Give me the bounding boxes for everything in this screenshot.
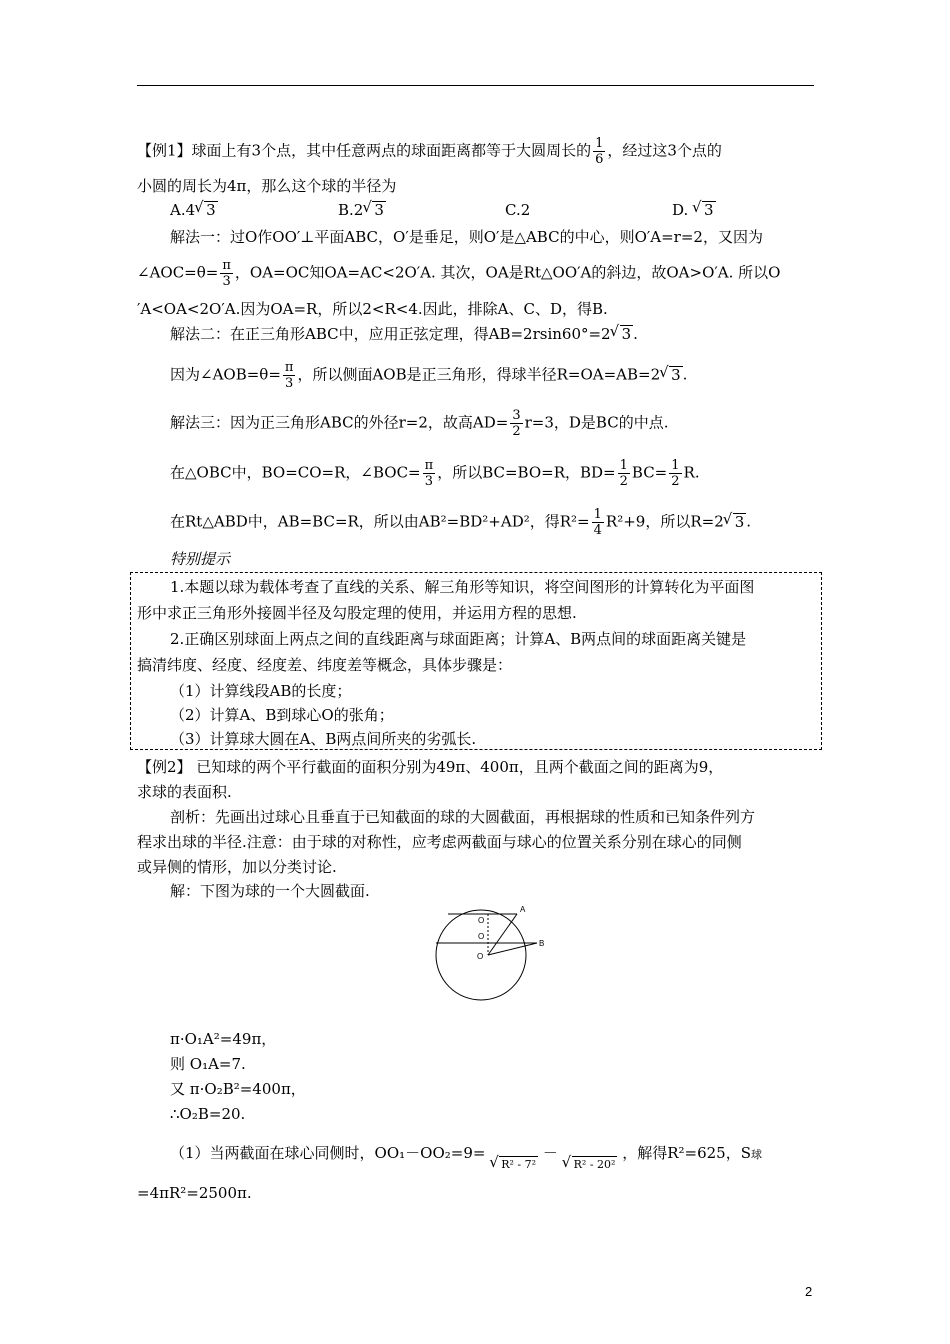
label-o: O (477, 952, 484, 961)
tip-step2: （2）计算A、B到球心O的张角； (170, 706, 394, 724)
analysis-line1: 剖析：先画出过球心且垂直于已知截面的球的大圆截面，再根据球的性质和已知条件列方 (170, 808, 756, 826)
fraction: $\frac{1}{2}$ (619, 458, 628, 489)
ex2-question-line2: 求球的表面积. (137, 783, 232, 801)
header-rule (137, 85, 814, 86)
ex1-tag: 【例1】 (137, 141, 192, 160)
solution-intro: 解：下图为球的一个大圆截面. (170, 882, 370, 900)
page-number: 2 (805, 1284, 813, 1299)
method1-line2: ∠AOC=θ= $\frac{\pi}{3}$ ，OA=OC知OA=AC<2O′A. 其次，OA是Rt△OO′A的斜边，故OA>O′A. 所以O (137, 258, 781, 289)
ex2-question-line1: 【例2】 已知球的两个平行截面的面积分别为49π、400π，且两个截面之间的距离为9， (137, 758, 724, 776)
tip-title: 特别提示 (170, 550, 231, 568)
choice-b: B.2√ 3 (338, 199, 386, 221)
fraction: $\frac{\pi}{3}$ (222, 258, 231, 289)
tip-step1: （1）计算线段AB的长度； (170, 682, 352, 700)
method1-line1: 解法一：过O作OO′⊥平面ABC，O′是垂足，则O′是△ABC的中心，则O′A=r=2，又因为 (170, 228, 763, 246)
ex1-question-line1: 【例1】球面上有3个点，其中任意两点的球面距离都等于大圆周长的 $\frac{1}{6}$ ，经过这3个点的 (137, 136, 722, 167)
method3-line2: 在△OBC中，BO=CO=R，∠BOC= $\frac{\pi}{3}$ ，所以BC=BO=R，BD= $\frac{1}{2}$ BC= $\frac{1}{2}$ R. (170, 458, 700, 489)
sqrt-r2-20: √ R² - 20² (563, 1154, 618, 1176)
fraction: $\frac{3}{2}$ (512, 408, 521, 439)
method2-line2: 因为∠AOB=θ= $\frac{\pi}{3}$ ，所以侧面AOB是正三角形，得球半径R=OA=AB=2√ 3 . (170, 360, 687, 391)
tip1-line1: 1.本题以球为载体考查了直线的关系、解三角形等知识，将空间图形的计算转化为平面图 (170, 578, 755, 596)
fraction: $\frac{1}{4}$ (593, 507, 602, 538)
method2-line1: 解法二：在正三角形ABC中，应用正弦定理，得AB=2rsin60°=2√ 3 . (170, 323, 638, 345)
great-circle-diagram (420, 898, 560, 1010)
equation-3: 又 π·O₂B²=400π， (170, 1080, 306, 1098)
equation-2: 则 O₁A=7. (170, 1055, 246, 1073)
tip2-line2: 搞清纬度、经度、经度差、纬度差等概念，具体步骤是： (137, 656, 513, 674)
sqrt-r2-7: √ R² - 7² (490, 1154, 538, 1176)
case1-line2: =4πR²=2500π. (137, 1184, 252, 1202)
label-b: B (539, 939, 545, 948)
choice-c: C.2 (505, 201, 531, 219)
choice-a: A.4√ 3 (170, 199, 218, 221)
fraction: $\frac{\pi}{3}$ (284, 360, 294, 391)
case1-line1: （1）当两截面在球心同侧时，OO₁－OO₂=9= √ R² - 7² － √ R² - 20² ，解得R²=625，S球 (170, 1132, 762, 1176)
tip-step3: （3）计算球大圆在A、B两点间所夹的劣弧长. (170, 730, 477, 748)
method3-line3: 在Rt△ABD中，AB=BC=R，所以由AB²=BD²+AD²，得R²= $\frac{1}{4}$ R²+9，所以R=2√ 3 . (170, 507, 751, 538)
method3-line1: 解法三：因为正三角形ABC的外径r=2，故高AD= $\frac{3}{2}$ r=3，D是BC的中点. (170, 408, 669, 439)
method1-line3: ′A<OA<2O′A.因为OA=R，所以2<R<4.因此，排除A、C、D，得B. (137, 300, 608, 318)
label-o2: O (478, 932, 485, 941)
fraction: $\frac{1}{2}$ (671, 458, 680, 489)
label-a: A (520, 905, 526, 914)
tip1-line2: 形中求正三角形外接圆半径及勾股定理的使用，并运用方程的思想. (137, 604, 577, 622)
diagram-svg (420, 898, 560, 1010)
analysis-line3: 或异侧的情形，加以分类讨论. (137, 858, 337, 876)
equation-4: ∴O₂B=20. (170, 1105, 246, 1123)
tip2-line1: 2.正确区别球面上两点之间的直线距离与球面距离；计算A、B两点间的球面距离关键是 (170, 630, 747, 648)
equation-1: π·O₁A²=49π， (170, 1030, 277, 1048)
analysis-line2: 程求出球的半径.注意：由于球的对称性，应考虑两截面与球心的位置关系分别在球心的同侧 (137, 833, 742, 851)
ex1-question-line2: 小圆的周长为4π，那么这个球的半径为 (137, 177, 397, 195)
choice-d: D. √ 3 (672, 199, 716, 221)
fraction: $\frac{\pi}{3}$ (424, 458, 434, 489)
subscript-sphere: 球 (751, 1148, 763, 1161)
fraction: $\frac{1}{6}$ (595, 136, 604, 167)
label-o1: O (478, 916, 485, 925)
